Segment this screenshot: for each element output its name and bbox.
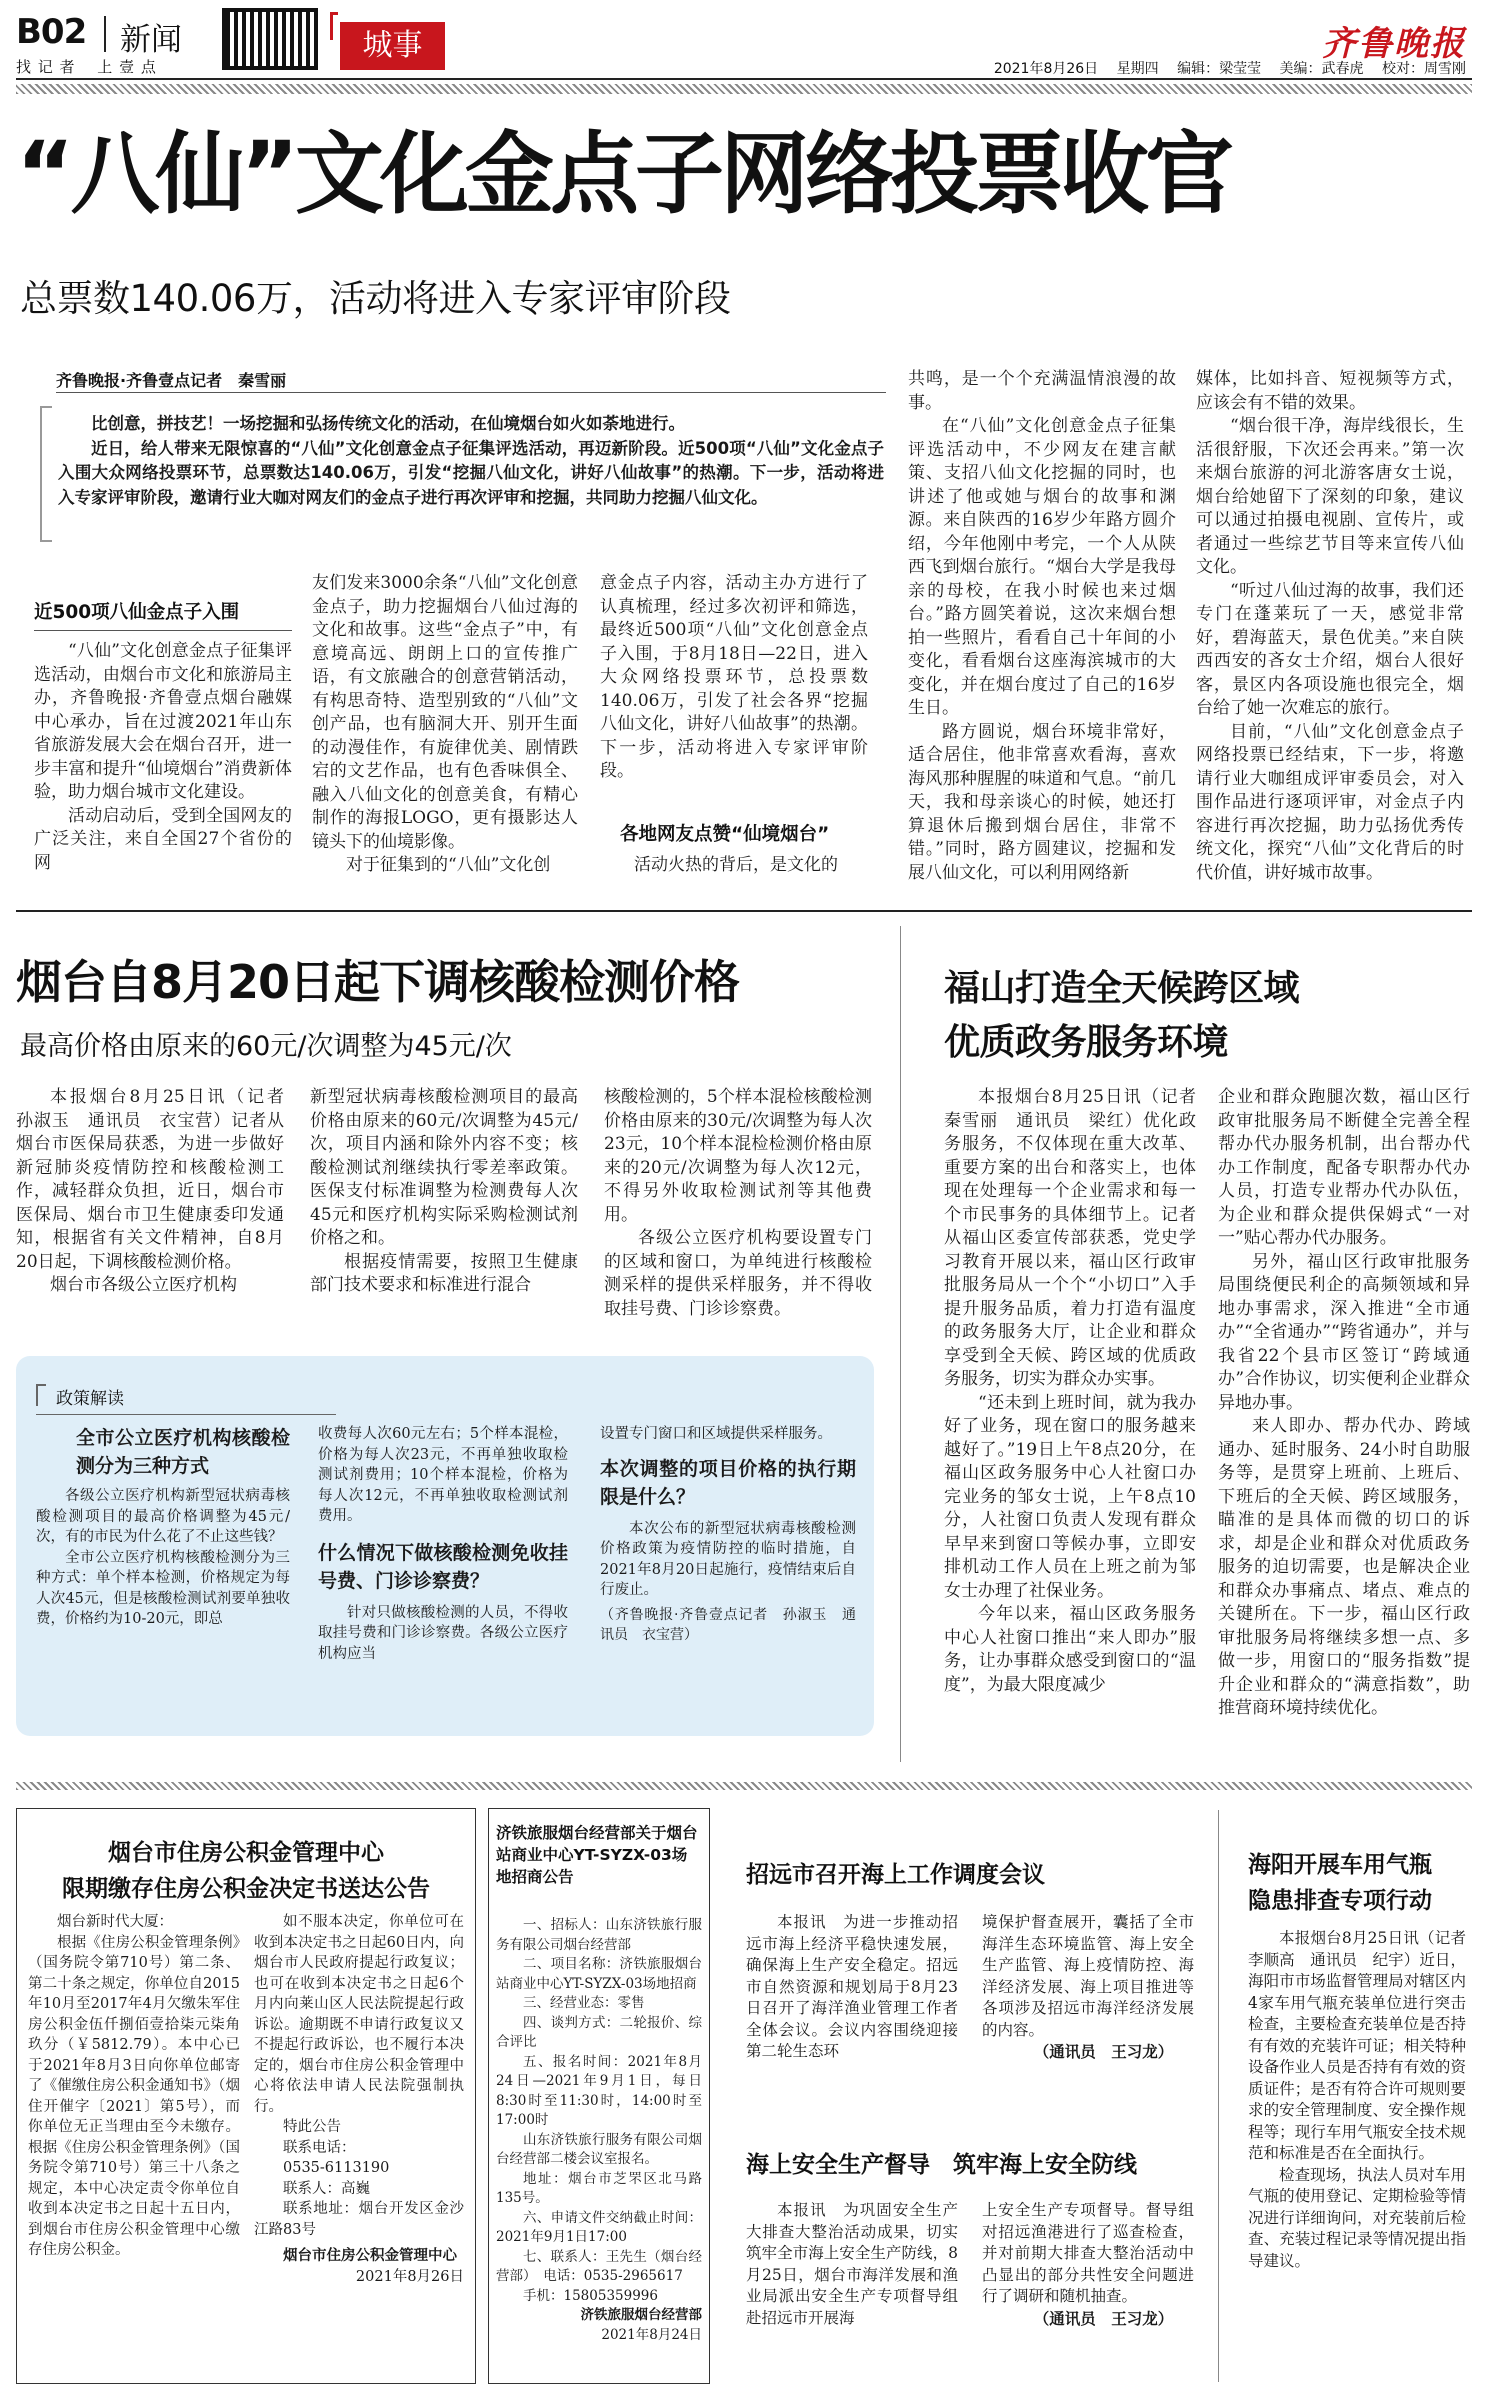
fushan-col2 [1218,1086,1470,1756]
paragraph: 意金点子内容，活动主办方进行了认真梳理，经过多次初评和筛选，最终近500项“八仙”文化创意金点子入围，于8月18日—22日，进入大众网络投票环节，总投票数140.06万，引发了社会各界“挖掘八仙文化，讲好八仙故事”的热潮。下一步，活动将进入专家评审阶段。 [600,573,868,781]
paragraph: 针对只做核酸检测的人员，不得收取挂号费和门诊诊察费。各级公立医疗机构应当 [318,1604,568,1662]
zhaoshang-body [496,1916,702,2382]
haiyang-body [1248,1928,1482,2384]
paragraph: 0535-6113190 [283,2160,390,2176]
paragraph: 本次公布的新型冠状病毒核酸检测价格政策为疫情防控的临时措施，自2021年8月20日起施行，疫情结束后自行废止。 [600,1520,856,1598]
lead-bracket [40,406,52,542]
zhaoyuan-headline: 招远市召开海上工作调度会议 [746,1862,1045,1888]
policy-col2 [318,1424,568,1720]
haiyang-headline-1: 海阳开展车用气瓶 [1248,1852,1432,1878]
hesuan-col3 [604,1086,872,1322]
hesuan-col1 [16,1086,301,1322]
hatch-band [16,84,1472,94]
paragraph: 友们发来3000余条“八仙”文化创意金点子，助力挖掘烟台八仙过海的文化和故事。这些“金点子”中，有意境高远、朗朗上口的宣传推广语，有文旅融合的创意营销活动，有构思奇特、造型别致的“八仙”文创产品，也有脑洞大开、别开生面的动漫佳作，有旋律优美、剧情跌宕的文艺作品，也有色香味俱全、融入八仙文化的创意美食，有精心制作的海报LOGO，更有摄影达人镜头下的仙境影像。 [312,573,578,852]
page-number: B02 [16,12,87,52]
paragraph: “还未到上班时间，就为我办好了业务，现在窗口的服务越来越好了。”19日上午8点20分，在福山区政务服务中心人社窗口办完业务的邹女士说，上午8点10分，人社窗口负责人发现有群众早早来到窗口等候办事，立即安排机动工作人员在上班之前为邹女士办理了社保业务。 [944,1392,1196,1601]
paragraph: “烟台很干净，海岸线很长，生活很舒服，下次还会再来。”第一次来烟台旅游的河北游客唐女士说，烟台给她留下了深刻的印象，建议可以通过拍摄电视剧、宣传片，或者通过一些综艺节目等来宣传八仙文化。 [1196,416,1464,577]
haishang-col2 [982,2200,1194,2380]
paragraph: 上安全生产专项督导。督导组对招远渔港进行了巡查检查，并对前期大排查大整治活动中凸显出的部分共性安全问题进行了调研和随机抽查。 [982,2201,1194,2305]
main-byline: 齐鲁晚报·齐鲁壹点记者 秦雪丽 [56,371,287,390]
subhead-2: 各地网友点赞“仙境烟台” [620,824,830,845]
paragraph: 根据《住房公积金管理条例》（国务院令第710号）第二条、第二十条之规定，你单位自2015年10月至2017年4月欠缴朱军住房公积金伍仟捌佰壹拾柒元柒角玖分（￥5812.79）。本中心已于2021年8月3日向你单位邮寄了《催缴住房公积金通知书》（烟住开催字〔2021〕第5号），而你单位无正当理由至今未缴存。根据《住房公积金管理条例》（国务院令第710号）第三十八条之规定，本中心决定责令你单位自收到本决定书之日起十五日内，到烟台市住房公积金管理中心缴存住房公积金。 [28,1934,240,2258]
zhaoshang-date: 2021年8月24日 [601,2326,702,2343]
slogan: 找 记 者 上 壹 点 [16,58,157,76]
issue-date: 2021年8月26日 [993,61,1099,77]
gjj-title-1: 烟台市住房公积金管理中心 [108,1840,384,1866]
paragraph: 本报烟台8月25日讯（记者 李顺高 通讯员 纪宇）近日，海阳市市场监督管理局对辖区内4家车用气瓶充装单位进行突击检查，主要检查充装单位是否持有有效的充装许可证；相关特种设备作业人员是否持有有效的资质证件；是否有符合许可规则要求的安全管理制度、安全操作规程等；现行车用气瓶安全技术规范和标准是否在全面执行。 [1248,1929,1482,2162]
lead-p1: 比创意，拼技艺！一场挖掘和弘扬传统文化的活动，在仙境烟台如火如荼地进行。 [91,414,685,433]
lead-p2: 近日，给人带来无限惊喜的“八仙”文化创意金点子征集评选活动，再迈新阶段。近500项“八仙”文化金点子入围大众网络投票环节，总票数达140.06万，引发“挖掘八仙文化，讲好八仙故事”的热潮。下一步，活动将进入专家评审阶段，邀请行业大咖对网友们的金点子进行再次评审和挖掘，共同助力挖掘八仙文化。 [58,438,884,507]
paragraph: 三、经营业态：零售 [523,1995,645,2011]
paragraph: 检查现场，执法人员对车用气瓶的使用登记、定期检验等情况进行详细询问，对充装前后检查、充装过程记录等情况提出指导建议。 [1248,2165,1466,2270]
policy-q2: 什么情况下做核酸检测免收挂号费、门诊诊察费？ [318,1541,568,1592]
policy-marker [36,1384,46,1406]
zhaoyuan-col2 [982,1912,1194,2082]
paragraph: 联系电话： [283,2139,356,2156]
main-col5 [1196,368,1464,886]
main-col3b [600,854,868,884]
paragraph: 山东济铁旅行服务有限公司烟台经营部二楼会议室报名。 [496,2131,702,2167]
zhaoyuan-col1 [746,1912,958,2082]
paragraph: 七、联系人：王先生（烟台经营部） 电话：0535-2965617 [496,2248,702,2284]
policy-col3 [600,1424,856,1720]
section-name: 新闻 [120,22,182,58]
main-subheadline: 总票数140.06万，活动将进入专家评审阶段 [20,277,731,320]
paragraph: “八仙”文化创意金点子征集评选活动，由烟台市文化和旅游局主办，齐鲁晚报·齐鲁壹点烟台融媒中心承办，旨在过渡2021年山东省旅游发展大会在烟台召开，进一步丰富和提升“仙境烟台”消费新体验，助力烟台城市文化建设。 [34,641,292,802]
paragraph: 本报讯 为进一步推动招远市海上经济平稳快速发展，确保海上生产安全稳定。招远市自然资源和规划局于8月23日召开了海洋渔业管理工作者全体会议。会议内容围绕迎接第二轮生态环 [746,1913,958,2060]
paragraph: 如不服本决定，你单位可在收到本决定书之日起60日内，向烟台市人民政府提起行政复议；也可在收到本决定书之日起6个月内向莱山区人民法院提起行政诉讼。逾期既不申请行政复议又不提起行政诉讼，也不履行本决定的，烟台市住房公积金管理中心将依法申请人民法院强制执行。 [254,1914,464,2115]
gjj-date: 2021年8月26日 [355,2268,464,2285]
paragraph: 活动启动后，受到全国网友的广泛关注，来自全国27个省份的网 [34,805,292,873]
paragraph: 联系人：高巍 [283,2180,370,2197]
column-divider [900,926,901,1762]
paragraph: 今年以来，福山区政务服务中心人社窗口推出“来人即办”服务，让办事群众感受到窗口的“温度”，为最大限度减少 [944,1604,1196,1695]
paragraph: “听过八仙过海的故事，我们还专门在蓬莱玩了一天，感觉非常好，碧海蓝天，景色优美。”来自陕西西安的吝女士介绍，烟台人很好客，景区内各项设施也很完全，烟台给了她一次难忘的旅行。 [1196,580,1464,718]
fushan-headline-2: 优质政务服务环境 [944,1022,1229,1063]
paragraph: 收费每人次60元左右；5个样本混检，价格为每人次23元，不再单独收取检测试剂费用；10个样本混检，价格为每人次12元，不再单独收取检测试剂费用。 [318,1426,568,1524]
paragraph: 手机：15805359996 [523,2287,658,2304]
paragraph: 另外，福山区行政审批服务局围绕便民利企的高频领域和异地办事需求，深入推进“全市通办”“全省通办”“跨省通办”，并与我省22个县市区签订“跨域通办”合作协议，切实便利企业群众异地办事。 [1218,1251,1470,1413]
paragraph: 根据疫情需要，按照卫生健康部门技术要求和标准进行混合 [310,1251,578,1295]
proofreader: 校对：周雪刚 [1382,61,1466,77]
paragraph: 地址：烟台市芝罘区北马路135号。 [496,2170,702,2206]
gjj-col2 [254,1912,464,2378]
paragraph: 五、报名时间：2021年8月24日—2021年9月1日，每日8:30时至11:30时，14:00时至17:00时 [496,2053,702,2128]
header-rule [16,78,1472,80]
fushan-headline-1: 福山打造全天候跨区域 [944,968,1300,1009]
art-editor: 美编：武春虎 [1279,61,1364,77]
lead-paragraph [58,412,884,538]
paper-logo: 齐鲁晚报 [1322,24,1466,64]
haiyang-headline-2: 隐患排查专项行动 [1248,1888,1432,1914]
paragraph: 对于征集到的“八仙”文化创 [346,855,551,875]
paragraph: 目前，“八仙”文化创意金点子网络投票已经结束，下一步，将邀请行业大咖组成评审委员会，对入围作品进行逐项评审，对金点子内容进行再次挖掘，助力弘扬优秀传统文化，探究“八仙”文化背后的时代价值，讲好城市故事。 [1196,721,1464,883]
gjj-col1 [28,1912,240,2378]
haishang-credit: （通讯员 王习龙） [1033,2308,1174,2328]
paragraph: 设置专门窗口和区域提供采样服务。 [600,1426,832,1442]
byline-underline [56,392,886,393]
hesuan-headline: 烟台自8月20日起下调核酸检测价格 [16,955,740,1009]
paragraph: 在“八仙”文化创意金点子征集评选活动中，不少网友在建言献策、支招八仙文化挖掘的同时，也讲述了他或她与烟台的故事和渊源。来自陕西的16岁少年路方圆介绍，今年他刚中考完，一个人从陕西飞到烟台旅行。“烟台大学是我母亲的母校，在我小时候也来过烟台。”路方圆笑着说，这次来烟台想拍一些照片，看看自己十年间的小变化，看看烟台这座海滨城市的大变化，并在烟台度过了自己的16岁生日。 [908,416,1176,718]
haishang-col1 [746,2200,958,2380]
hesuan-subheadline: 最高价格由原来的60元/次调整为45元/次 [20,1031,512,1062]
paragraph: 来人即办、帮办代办、跨域通办、延时服务、24小时自助服务等，是贯穿上班前、上班后、下班后的全天候、跨区域服务，瞄准的是具体而微的切口的诉求，却是企业和群众对优质政务服务的迫切需要，也是解决企业和群众办事痛点、堵点、难点的关键所在。下一步，福山区行政审批服务局将继续多想一点、多做一步，用窗口的“服务指数”提升企业和群众的“满意指数”，助推营商环境持续优化。 [1218,1416,1470,1718]
paragraph: 本报讯 为巩固安全生产大排查大整治活动成果，切实筑牢全市海上安全生产防线，8月25日，烟台市海洋发展和渔业局派出安全生产专项督导组赴招远市开展海 [746,2201,958,2327]
gjj-signature: 烟台市住房公积金管理中心 [283,2247,457,2264]
policy-q3: 本次调整的项目价格的执行期限是什么？ [600,1457,856,1508]
zhaoshang-signature: 济铁旅服烟台经营部 [580,2307,702,2323]
tag-corner [330,12,338,40]
fushan-col1 [944,1086,1213,1756]
paragraph: 本报烟台8月25日讯（记者 秦雪丽 通讯员 梁红）优化政务服务，不仅体现在重大改革、重要方案的出台和落实上，也体现在处理每一个企业需求和每一个市民事务的具体细节上。记者从福山区委宣传部获悉，党史学习教育开展以来，福山区行政审批服务局从一个个“小切口”入手提升服务品质，着力打造有温度的政务服务大厅，让企业和群众享受到全天候、跨区域的优质政务服务，切实为群众办实事。 [944,1087,1213,1389]
gjj-title-2: 限期缴存住房公积金决定书送达公告 [62,1876,430,1902]
paragraph: 一、招标人：山东济铁旅行服务有限公司烟台经营部 [496,1917,702,1953]
section-divider [104,16,106,52]
paragraph: 联系地址：烟台开发区金沙江路83号 [254,2201,464,2238]
paragraph: 核酸检测的，5个样本混检核酸检测价格由原来的30元/次调整为每人次23元，10个样本混检检测价格由原来的20元/次调整为每人次12元，不得另外收取检测试剂等其他费用。 [604,1087,872,1225]
paragraph: 共鸣，是一个个充满温情浪漫的故事。 [908,369,1176,413]
paragraph: 各级公立医疗机构要设置专门的区域和窗口，为单纯进行核酸检测采样的提供采样服务，并不得收取挂号费、门诊诊察费。 [604,1228,872,1319]
paragraph: 二、项目名称：济铁旅服烟台站商业中心YT-SYZX-03场地招商 [496,1956,702,1992]
policy-box-label: 政策解读 [56,1389,124,1409]
zhaoyuan-credit: （通讯员 王习龙） [1033,2042,1174,2061]
main-col4 [908,368,1176,886]
paragraph: 本报烟台8月25日讯（记者 孙淑玉 通讯员 衣宝营）记者从烟台市医保局获悉，为进一步做好新冠肺炎疫情防控和核酸检测工作，减轻群众负担，近日，烟台市医保局、烟台市卫生健康委印发通知，根据省有关文件精神，自8月20日起，下调核酸检测价格。 [16,1087,301,1272]
zhaoshang-title: 济铁旅服烟台经营部关于烟台站商业中心YT-SYZX-03场地招商公告 [496,1824,698,1886]
main-headline: “八仙”文化金点子网络投票收官 [16,122,1230,226]
policy-label-rule [36,1414,336,1415]
main-col3 [600,572,868,808]
paragraph: 全市公立医疗机构核酸检测分为三种方式：单个样本检测，价格规定为每人次45元，但是核酸检测试剂要单独收费，价格约为10-20元，即总 [36,1549,290,1627]
paragraph: 活动火热的背后，是文化的 [634,855,838,875]
hesuan-col2 [310,1086,578,1322]
section-tag: 城事 [340,22,445,70]
paragraph: 新型冠状病毒核酸检测项目的最高价格由原来的60元/次调整为45元/次，项目内涵和除外内容不变；核酸检测试剂继续执行零差率政策。医保支付标准调整为检测费每人次45元和医疗机构实际采购检测试剂价格之和。 [310,1087,578,1248]
haishang-headline: 海上安全生产督导 筑牢海上安全防线 [746,2152,1137,2178]
main-col2 [312,572,578,886]
paragraph: 四、谈判方式：二轮报价、综合评比 [496,2014,702,2050]
editor: 编辑：梁莹莹 [1177,61,1262,77]
paragraph: 烟台新时代大厦： [57,1914,173,1930]
bottom-hatch [16,1782,1472,1790]
section-rule [16,910,1472,912]
policy-credit: （齐鲁晚报·齐鲁壹点记者 孙淑玉 通讯员 衣宝营） [600,1606,856,1643]
paragraph: 境保护督查展开，囊括了全市海洋生态环境监管、海上安全生产监管、海上疫情防控、海洋经济发展、海上项目推进等各项涉及招远市海洋经济发展的内容。 [982,1913,1194,2039]
paragraph: 六、申请文件交纳截止时间：2021年9月1日17:00 [496,2209,702,2245]
policy-col1 [36,1424,290,1720]
issue-info [994,58,1466,78]
subhead-1-rule [34,630,292,631]
paragraph: 各级公立医疗机构新型冠状病毒核酸检测项目的最高价格调整为45元/次，有的市民为什么花了不止这些钱？ [36,1488,290,1545]
subhead-1: 近500项八仙金点子入围 [34,602,240,623]
paragraph: 媒体，比如抖音、短视频等方式，应该会有不错的效果。 [1196,369,1464,413]
bottom-column-divider [1218,1810,1219,2382]
paragraph: 特此公告 [283,2119,341,2135]
paragraph: 烟台市各级公立医疗机构 [50,1275,237,1295]
paragraph: 路方圆说，烟台环境非常好，适合居住，他非常喜欢看海，喜欢海风那种腥腥的味道和气息。“前几天，我和母亲谈心的时候，她还打算退休后搬到烟台居住，非常不错。”同时，路方圆建议，挖掘和发展八仙文化，可以利用网络新 [908,721,1176,883]
qr-code-icon [222,8,318,70]
main-col1 [34,640,292,886]
policy-q1: 全市公立医疗机构核酸检测分为三种方式 [76,1427,290,1477]
paragraph: 企业和群众跑腿次数，福山区行政审批服务局不断健全完善全程帮办代办服务机制，出台帮办代办工作制度，配备专职帮办代办人员，打造专业帮办代办队伍，为企业和群众提供保姆式“一对一”贴心帮办代办服务。 [1218,1087,1470,1248]
issue-weekday: 星期四 [1116,61,1159,77]
